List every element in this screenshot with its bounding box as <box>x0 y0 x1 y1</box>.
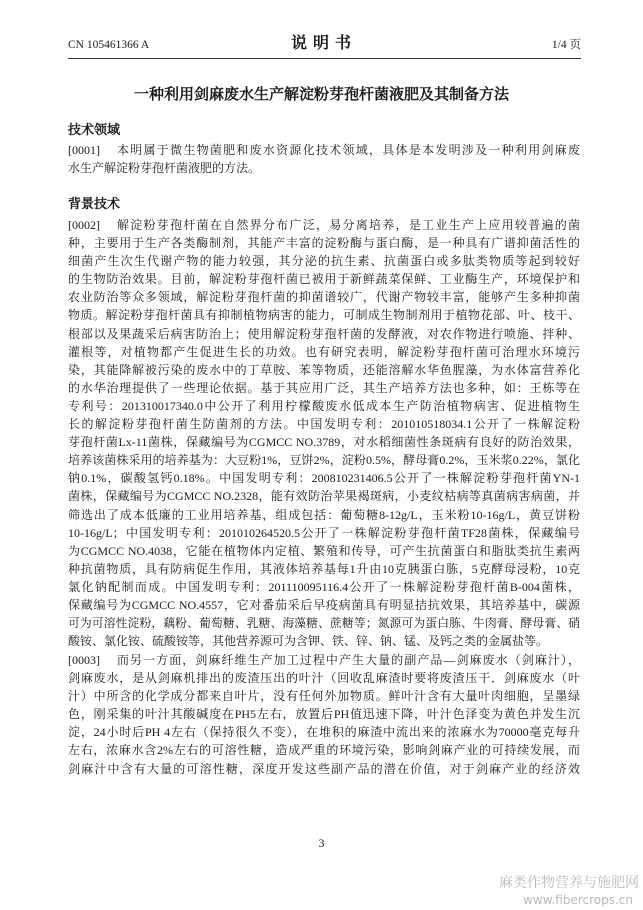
text-line: 芽孢杆菌Lx-11菌株，保藏编号为CGMCC NO.3789，对水稻细菌性条斑病有良好的防治效果， <box>68 435 580 450</box>
paragraph-number: [0003] <box>68 653 100 667</box>
text-line: 酸铵、氯化铵、硫酸铵等，其他营养源可为含钾、铁、锌、钠、锰、及钙之类的金属盐等。 <box>68 634 549 649</box>
text-line: 为CGMCC NO.4038，它能在植物体内定植、繁殖和传导，可产生抗菌蛋白和脂肽类抗生素两 <box>68 543 580 558</box>
text-line: 10-16g/L；中国发明专利：201010264520.5公开了一株解淀粉芽孢杆菌TF28菌株，保藏编号 <box>68 525 580 540</box>
section-heading: 技术领域 <box>68 122 121 137</box>
text-line: 物质。解淀粉芽孢杆菌具有抑制植物病害的能力，可制成生物制剂用于植物花部、叶、枝干、 <box>68 308 580 323</box>
text-line: 根部以及果蔬采后病害防治上；使用解淀粉芽孢杆菌的发酵液，对农作物进行喷施、拌种、 <box>68 326 580 341</box>
text-line: 色，刚采集的叶汁其酸碱度在PH5左右，放置后PH值迅速下降，叶汁色泽变为黄色并发生沉 <box>68 707 580 722</box>
text-line: 钠0.1%，碳酸氢钙0.18%。中国发明专利：200810231406.5公开了一株解淀粉芽孢杆菌YN-1 <box>68 471 580 486</box>
page-number: 3 <box>318 836 325 850</box>
page-indicator: 1/4 页 <box>551 39 581 51</box>
text-line: 染，其能降解被污染的废水中的丁草胺、苯等物质，还能溶解水华鱼腥藻，为水体富营养化 <box>68 362 580 377</box>
text-line: 的生物防治效果。目前，解淀粉芽孢杆菌已被用于新鲜蔬菜保鲜、工业酶生产，环境保护和 <box>68 272 580 287</box>
paragraph-number: [0002] <box>68 218 100 232</box>
text-line: 培养该菌株采用的培养基为：大豆粉1%，豆饼2%，淀粉0.5%，酵母膏0.2%，玉米浆0.22%，氯化 <box>68 453 580 468</box>
paragraph <box>68 651 580 778</box>
publication-number: CN 105461366 A <box>68 39 150 51</box>
text-line: 种，主要用于生产各类酶制剂，其能产丰富的淀粉酶与蛋白酶，是一种具有广谱抑菌活性的 <box>68 236 580 251</box>
text-line: 左右，浓麻水含2%左右的可溶性糖，造成严重的环境污染，影响剑麻产业的可持续发展，而 <box>68 743 580 758</box>
watermark-site-name: 麻类作物营养与施肥网 <box>499 876 639 891</box>
text-line: 氯化钠配制而成。中国发明专利：201110095116.4公开了一株解淀粉芽孢杆菌B-004菌株， <box>68 579 580 594</box>
text-line: 淀，24小时后PH 4左右（保持很久不变），在堆积的麻渣中流出来的浓麻水为70000毫克每升 <box>68 725 580 740</box>
text-line: 专利号：201310017340.0中公开了利用柠檬酸废水低成本生产防治植物病害、促进植物生 <box>68 398 580 413</box>
paragraph <box>68 141 580 177</box>
paragraph-first-line <box>68 141 580 159</box>
paragraph-number: [0001] <box>68 143 100 157</box>
text-line: 筛选出了成本低廉的工业用培养基，组成包括：葡萄糖8-12g/L，玉米粉10-16g/L，黄豆饼粉 <box>68 507 580 522</box>
watermark-url: www.fibercrops.cn <box>523 893 633 907</box>
text-line: 长的解淀粉芽孢杆菌生防菌剂的方法。中国发明专利：201010518034.1公开了一株解淀粉 <box>68 417 580 432</box>
text-line: 而另一方面，剑麻纤维生产加工过程中产生大量的副产品—剑麻废水（剑麻汁）， <box>117 653 580 667</box>
text-line: 汁）中所含的化学成分都来自叶片，没有任何外加物质。鲜叶汁含有大量叶肉细胞，呈墨绿 <box>68 689 580 704</box>
document-title: 一种利用剑麻废水生产解淀粉芽孢杆菌液肥及其制备方法 <box>133 87 509 103</box>
document-type-heading: 说 明 书 <box>290 35 352 52</box>
paragraph-first-line <box>68 216 580 234</box>
header-rule <box>68 58 581 59</box>
text-line: 菌株，保藏编号为CGMCC NO.2328，能有效防治苹果褐斑病，小麦纹枯病等真菌病害病菌，并 <box>68 489 580 504</box>
text-line: 剑麻汁中含有大量的可溶性糖，深度开发这些副产品的潜在价值，对于剑麻产业的经济效 <box>68 761 580 776</box>
section-heading: 背景技术 <box>68 196 121 211</box>
text-line: 种抗菌物质，具有防病促生作用，其液体培养基每1升由10克胰蛋白胨，5克酵母浸粉，10克 <box>68 561 580 576</box>
text-line: 保藏编号为CGMCC NO.4557，它对番茄采后早疫病菌具有明显拮抗效果，其培养基中，碳源 <box>68 597 580 612</box>
text-line: 可为可溶性淀粉，藕粉、葡萄糖、乳糖、海藻糖、蔗糖等；氮源可为蛋白胨、牛肉膏、酵母膏、硝 <box>68 616 580 631</box>
paragraph <box>68 216 580 650</box>
paragraph-first-line <box>68 651 580 669</box>
text-line: 水生产解淀粉芽孢杆菌液肥的方法。 <box>68 161 261 176</box>
text-line: 本明属于微生物菌肥和废水资源化技术领域，具体是本发明涉及一种利用剑麻废 <box>117 143 580 157</box>
text-line: 农业防治等众多领域，解淀粉芽孢杆菌的抑菌谱较广，代谢产物较丰富，能够产生多种抑菌 <box>68 290 580 305</box>
text-line: 灌根等，对植物都产生促进生长的功效。也有研究表明，解淀粉芽孢杆菌可治理水环境污 <box>68 344 580 359</box>
text-line: 解淀粉芽孢杆菌在自然界分布广泛，易分离培养，是工业生产上应用较普遍的菌 <box>117 218 580 232</box>
text-line: 的水华治理提供了一些理论依据。基于其应用广泛，其生产培养方法也多种，如：王栋等在 <box>68 380 580 395</box>
text-line: 剑麻废水，是从剑麻机排出的废渣压出的叶汁（回收乱麻渣时要将废渣压干．剑麻废水（叶 <box>68 671 580 686</box>
text-line: 细菌产生次生代谢产物的能力较强，其分泌的抗生素、抗菌蛋白或多肽类物质等起到较好 <box>68 254 580 269</box>
